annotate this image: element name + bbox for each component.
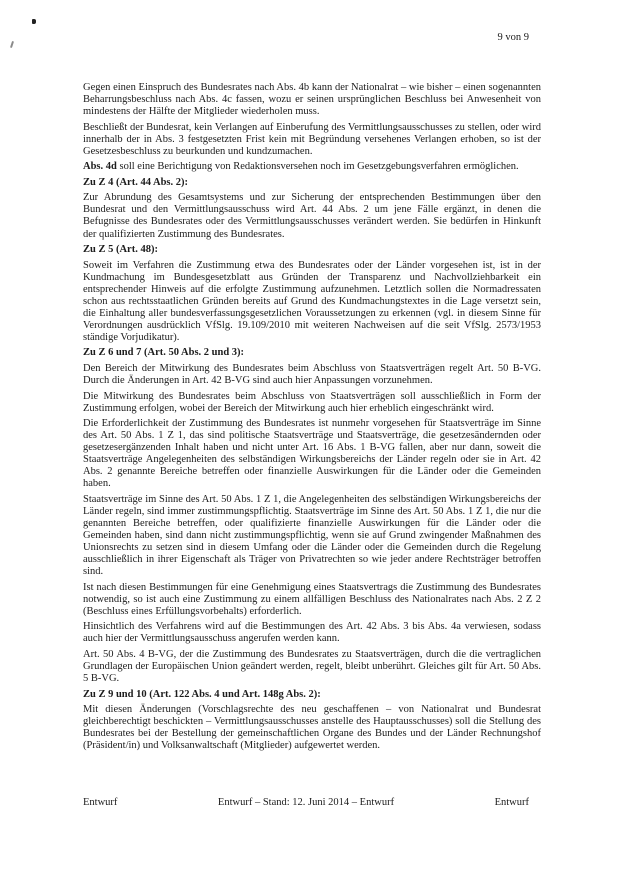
page-number: 9 von 9	[497, 32, 529, 43]
paragraph: Soweit im Verfahren die Zustimmung etwa des Bundesrates oder der Länder vorgesehen ist, ist in der Kundmachung im Bundesgesetzblatt aus Gründen der Transparenz und Nachvollziehbarkeit ein entsprechender Hinweis auf die erfolgte Zustimmung aufzunehmen. Letztlich sollen die Normadressaten schon aus rechtsstaatlichen Gründen bereits auf Grund des Kundmachungstextes in die Lage versetzt sein, die Einhaltung aller bundesverfassungsgesetzlichen Voraussetzungen zu erkennen (vgl. in diesem Sinne für Verordnungen ausdrücklich VfSlg. 19.109/2010 mit weiteren Nachweisen auf die seit VfSlg. 2573/1953 ständige Vorjudikatur).	[83, 259, 541, 343]
paragraph: Art. 50 Abs. 4 B-VG, der die Zustimmung des Bundesrates zu Staatsverträgen, durch die die vertraglichen Grundlagen der Europäischen Union geändert werden, regelt, bleibt unberührt. Gleiches gilt für Art. 50 Abs. 5 B-VG.	[83, 649, 541, 685]
footer-center-label: Entwurf – Stand: 12. Juni 2014 – Entwurf	[217, 797, 395, 808]
paragraph: Hinsichtlich des Verfahrens wird auf die Bestimmungen des Art. 42 Abs. 3 bis Abs. 4a verwiesen, sodass auch hier der Vermittlungsausschuss angerufen werden kann.	[83, 621, 541, 645]
paragraph: Beschließt der Bundesrat, kein Verlangen auf Einberufung des Vermittlungsausschusses zu stellen, oder wird innerhalb der in Abs. 3 festgesetzten Frist kein mit Begründung versehenes Verlangen erhoben, so ist der Gesetzesbeschluss zu beurkunden und kundzumachen.	[83, 121, 541, 157]
footer-left-label: Entwurf	[83, 797, 118, 808]
paragraph: Die Mitwirkung des Bundesrates beim Abschluss von Staatsverträgen soll ausschließlich in Form der Zustimmung erfolgen, wobei der Bereich der Mitwirkung auch hier erheblich eingeschränkt wird.	[83, 390, 541, 414]
paragraph: Zur Abrundung des Gesamtsystems und zur Sicherung der entsprechenden Bestimmungen über den Bundesrat und den Vermittlungsausschuss wird Art. 44 Abs. 2 um jene Fälle ergänzt, in denen die Befugnisse des Bundesrates oder des Vermittlungsausschusses verändert werden. Sie bedürfen in Hinkunft der qualifizierten Zustimmung des Bundesrates.	[83, 192, 541, 240]
page-footer	[83, 797, 529, 809]
section-heading: Zu Z 5 (Art. 48):	[83, 244, 158, 256]
ink-speck	[10, 41, 14, 48]
paragraph: Staatsverträge im Sinne des Art. 50 Abs. 1 Z 1, die Angelegenheiten des selbständigen Wirkungsbereichs der Länder regeln, sind immer zustimmungspflichtig. Staatsverträge im Sinne des Art. 50 Abs. 1 Z 1, die nur die genannten Bereiche betreffen, oder qualifizierte finanzielle Auswirkungen für die Länder oder die Gemeinden haben, sind dann nicht zustimmungspflichtig, wenn sie auf Grund zwingender Maßnahmen des Unionsrechts zu setzen sind in diesem Umfang oder die Länder oder die Gemeinden durch die Regelung ausschließlich in ihrer Eigenschaft als Träger von Privatrechten so wie jeder andere Rechtsträger betroffen sind.	[83, 493, 541, 578]
footer-right-label: Entwurf	[494, 797, 529, 808]
document-body	[83, 82, 541, 756]
paragraph: Den Bereich der Mitwirkung des Bundesrates beim Abschluss von Staatsverträgen regelt Art. 50 B-VG. Durch die Änderungen in Art. 42 B-VG sind auch hier Anpassungen vorzunehmen.	[83, 362, 541, 387]
paragraph: Abs. 4d soll eine Berichtigung von Redaktionsversehen noch im Gesetzgebungsverfahren ermöglichen.	[83, 161, 519, 173]
paragraph: Ist nach diesen Bestimmungen für eine Genehmigung eines Staatsvertrags die Zustimmung des Bundesrates notwendig, so ist auch eine Zustimmung zu einem allfälligen Beschluss des Nationalrates nach Abs. 2 Z 2 (Beschluss eines Erfüllungsvorbehalts) erforderlich.	[83, 581, 541, 617]
section-heading: Zu Z 6 und 7 (Art. 50 Abs. 2 und 3):	[83, 347, 245, 359]
paragraph: Gegen einen Einspruch des Bundesrates nach Abs. 4b kann der Nationalrat – wie bisher – einen sogenannten Beharrungsbeschluss nach Abs. 4c fassen, wozu er seinen ursprünglichen Beschluss bei Anwesenheit von mindestens der Hälfte der Mitglieder wiederholen muss.	[83, 82, 541, 118]
paragraph: Mit diesen Änderungen (Vorschlagsrechte des neu geschaffenen – von Nationalrat und Bundesrat gleichberechtigt beschickten – Vermittlungsausschusses anstelle des Hauptausschusses) soll die Stellung des Bundesrates bei der Bestellung der gemeinschaftlichen Organe des Bundes und der Länder Rechnungshof (Präsident/in) und Volksanwaltschaft (Mitglieder) aufgewertet werden.	[83, 704, 541, 752]
section-heading: Zu Z 9 und 10 (Art. 122 Abs. 4 und Art. 148g Abs. 2):	[83, 688, 321, 700]
paragraph-lead: Abs. 4d	[83, 161, 117, 173]
section-heading: Zu Z 4 (Art. 44 Abs. 2):	[83, 176, 189, 188]
ink-speck	[32, 19, 36, 24]
paragraph: Die Erforderlichkeit der Zustimmung des Bundesrates ist nunmehr vorgesehen für Staatsverträge im Sinne des Art. 50 Abs. 1 Z 1, das sind politische Staatsverträge und Staatsverträge, die gesetzesändernden oder gesetzesergänzenden Inhalt haben und nicht unter Art. 16 Abs. 1 B-VG fallen, aber nur dann, soweit die Staatsverträge Angelegenheiten des selbständigen Wirkungsbereichs der Länder regeln oder sie in Art. 42 Abs. 2 genannte Bereiche betreffen oder finanzielle Auswirkungen für die Länder oder die Gemeinden haben.	[83, 418, 541, 490]
